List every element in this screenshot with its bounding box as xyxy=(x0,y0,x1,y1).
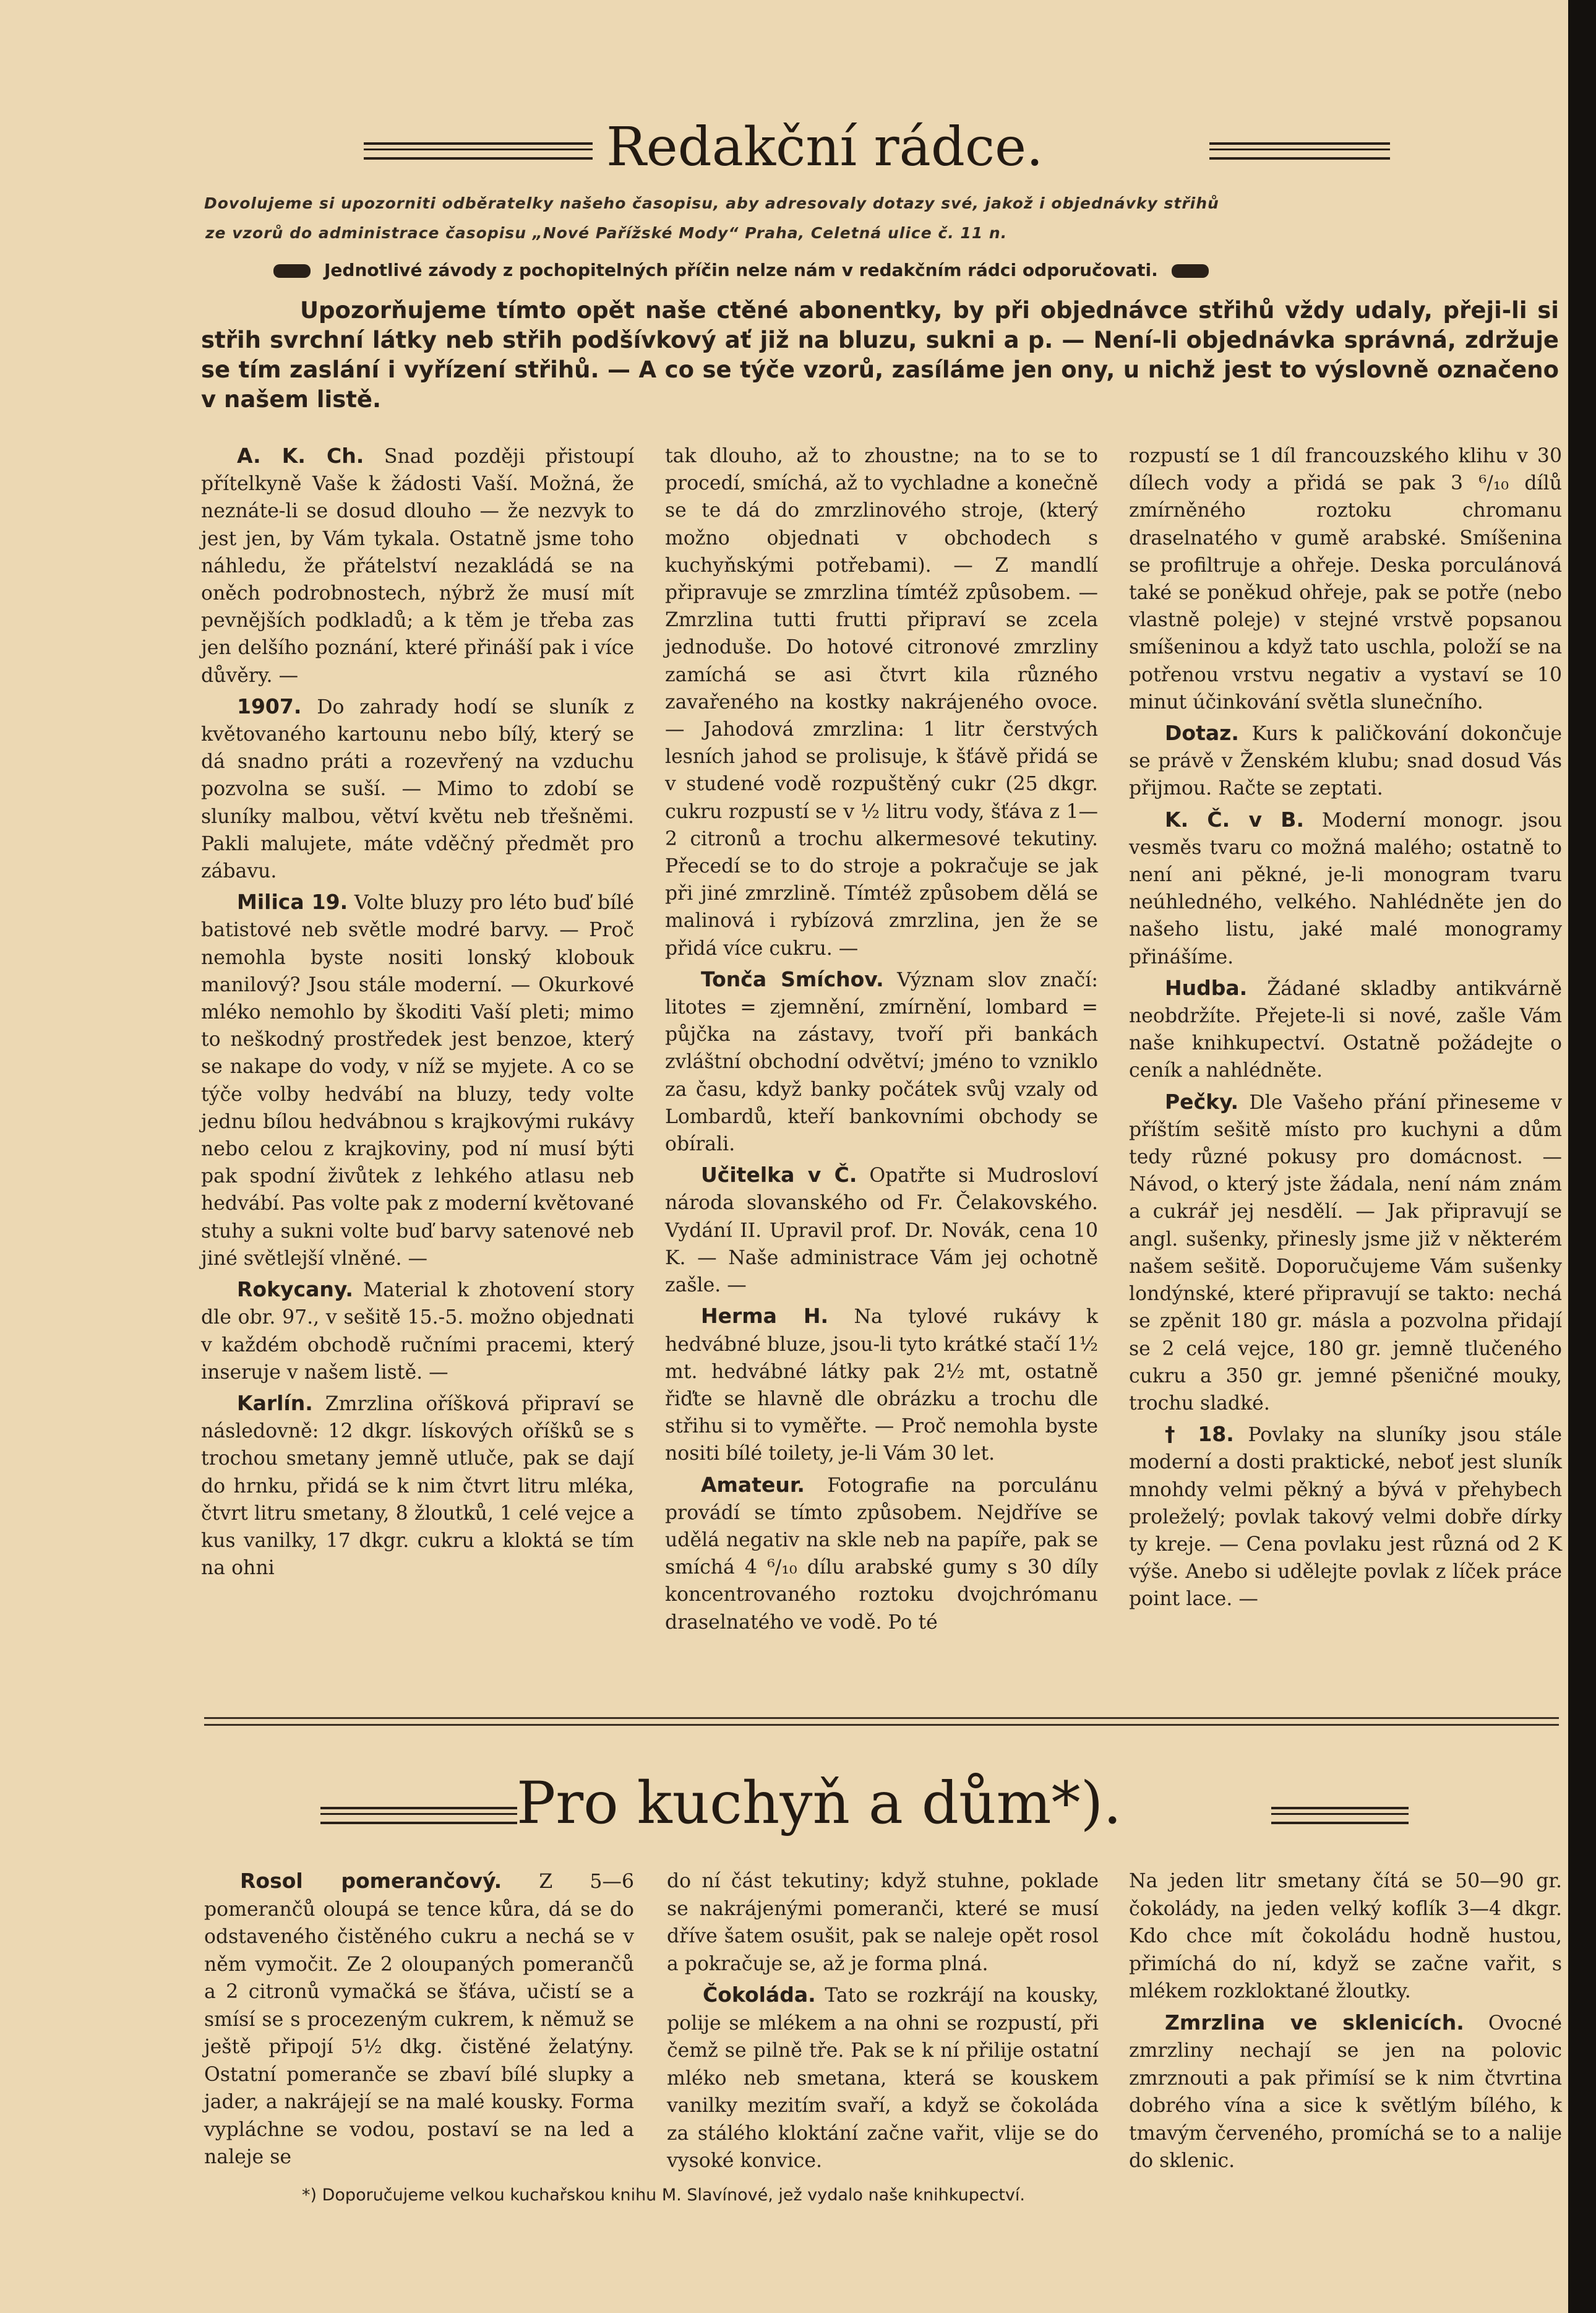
entry-text: Na jeden litr smetany čítá se 50—90 gr. čokolády, na jeden velký koflík 3—4 dkgr. Kdo chce mít čokoládu hodně hustou, přimíchá do ní, když se začne vařit, s mlékem rozkloktané žloutky. xyxy=(1129,1870,1562,2002)
entry-heading: Čokoláda. xyxy=(703,1983,816,2007)
entry-text: Opatřte si Mudrosloví národa slovanského od Fr. Čelakovského. Vydání II. Upravil prof. Dr. Novák, cena 10 K. — Naše administrace Vám jej ochotně zašle. — xyxy=(665,1165,1098,1297)
entry-paragraph xyxy=(201,442,634,689)
page-title: Redakční rádce. xyxy=(606,116,1044,178)
entry-text: do ní část tekutiny; když stuhne, poklade se nakrájenými pomeranči, které se musí dříve šatem osušit, pak se naleje opět rosol a pokračuje se, až je forma plná. xyxy=(667,1870,1099,1975)
entry-paragraph xyxy=(201,693,634,885)
entry-paragraph xyxy=(665,1471,1098,1636)
advice-column-3 xyxy=(1129,442,1562,1613)
entry-paragraph xyxy=(201,889,634,1272)
entry-heading: Amateur. xyxy=(701,1472,805,1497)
entry-text: Dle Vašeho přání přineseme v příštím sešitě místo pro kuchyni a dům tedy různé pokusy pro domácnost. — Návod, o který jste žádala, není nám znám a cukrář jej nesdělí. — Jak připravují se angl. sušenky, přinesly jsme již v některém našem sešitě. Doporučujeme Vám sušenky londýnské, které připravují se takto: nechá se zpěnit 180 gr. másla a pozvolna přidají se 2 celá vejce, 180 gr. jemně tlučeného cukru a 350 gr. jemné pšeničné mouky, trochu sladké. xyxy=(1129,1091,1562,1415)
entry-paragraph xyxy=(665,966,1098,1158)
entry-paragraph xyxy=(201,1390,634,1582)
entry-paragraph xyxy=(204,1867,634,2171)
individual-notice: Jednotlivé závody z pochopitelných příčin nelze nám v redakčním rádci odporučovati. xyxy=(260,260,1222,280)
entry-heading: Hudba. xyxy=(1165,975,1248,1000)
entry-text: Do zahrady hodí se sluník z květovaného kartounu nebo bílý, který se dá snadno práti a rozevřený na vzduchu pozvolna se suší. — Mimo to zdobí se sluníky malbou, větví květu neb třešněmi. Pakli malujete, máte vděčný předmět pro zábavu. xyxy=(201,696,634,883)
entry-heading: Učitelka v Č. xyxy=(701,1163,857,1187)
kitchen-column-1 xyxy=(204,1867,634,2171)
entry-text: Moderní monogr. jsou vesměs tvaru co možná malého; ostatně to není ani pěkné, je-li monogram tvaru neúhledného, velkého. Nahlédněte jen do našeho listu, jaké malé monogramy přinášíme. xyxy=(1129,809,1562,968)
entry-heading: Rosol pomerančový. xyxy=(240,1869,502,1893)
entry-heading: Tonča Smíchov. xyxy=(701,967,884,991)
entry-text: Z 5—6 pomerančů oloupá se tence kůra, dá se do odstaveného čistěného cukru a nechá se v něm vymočit. Ze 2 oloupaných pomerančů a 2 citronů vymačká se šťáva, učistí se a smísí se s procezeným cukrem, k němuž se ještě připojí 5½ dkg. čistěné želatýny. Ostatní pomeranče se zbaví bílé slupky a jader, a nakrájejí se na malé kousky. Forma vypláchne se vodou, postaví se na led a naleje se xyxy=(204,1871,634,2168)
entry-paragraph xyxy=(1129,806,1562,971)
entry-text: Na tylové rukávy k hedvábné bluze, jsou-li tyto krátké stačí 1½ mt. hedvábné látky pak 2½ mt, ostatně řiďte se hlavně dle obrázku a trochu dle střihu si to vyměřte. — Proč nemohla byste nositi bílé toilety, je-li Vám 30 let. xyxy=(665,1306,1098,1465)
entry-text: Povlaky na sluníky jsou stále moderní a dosti praktické, neboť jest sluník mnohdy velmi pěkný a bývá v přehybech proleželý; povlak takový velmi dobře dírky ty kreje. — Cena povlaku jest různá od 2 K výše. Anebo si udělejte povlak z líček práce point lace. — xyxy=(1129,1424,1562,1611)
entry-text: Tato se rozkrájí na kousky, polije se mlékem a na ohni se rozpustí, při čemž se pilně tře. Pak se k ní přilije ostatní mléko neb smetana, která se kouskem vanilky mezitím svaří, a když se čokoláda za stálého kloktání začne vařit, vlije se do vysoké konvice. xyxy=(667,1984,1099,2172)
entry-heading: Rokycany. xyxy=(237,1277,353,1302)
entry-paragraph xyxy=(665,1303,1098,1467)
entry-paragraph xyxy=(667,1981,1099,2175)
kitchen-title-rule-left xyxy=(320,1807,517,1824)
footnote: *) Doporučujeme velkou kuchařskou knihu M. Slavínové, jež vydalo naše knihkupectví. xyxy=(302,2186,1025,2205)
entry-heading: 1907. xyxy=(237,694,302,718)
entry-paragraph xyxy=(665,1161,1098,1299)
entry-heading: Dotaz. xyxy=(1165,721,1239,746)
entry-text: Žádané skladby antikvárně neobdržíte. Přejete-li si nové, zašle Vám naše knihkupectví. Ostatně požádejte o ceník a nahlédněte. xyxy=(1129,977,1562,1082)
advice-column-1 xyxy=(201,442,634,1582)
advice-column-2 xyxy=(665,442,1098,1636)
pointing-hand-icon xyxy=(273,264,311,278)
entry-heading: † 18. xyxy=(1165,1422,1234,1447)
entry-heading: A. K. Ch. xyxy=(237,444,364,468)
title-rule-left xyxy=(364,142,593,160)
entry-heading: Milica 19. xyxy=(237,890,348,915)
entry-heading: Zmrzlina ve sklenicích. xyxy=(1165,2010,1464,2035)
entry-heading: Herma H. xyxy=(701,1304,829,1329)
entry-text: Material k zhotovení story dle obr. 97., v sešitě 15.-5. možno objednati v každém obchodě ručními pracemi, který inseruje v našem listě. — xyxy=(201,1279,634,1384)
entry-text: Snad později přistoupí přítelkyně Vaše k žádosti Vaší. Možná, že neznáte-li se dosud dlouho — že nezvyk to jest jen, by Vám tykala. Ostatně jsme toho náhledu, že přátelství nezakládá se na oněch podrobnostech, nýbrž že musí mít pevnějších podkladů; a k těm je třeba zas jen delšího poznání, které přináší pak i více důvěry. — xyxy=(201,446,634,687)
entry-paragraph xyxy=(667,1867,1099,1978)
entry-paragraph xyxy=(1129,975,1562,1085)
kitchen-title-rule-right xyxy=(1271,1807,1409,1824)
entry-heading: Pečky. xyxy=(1165,1089,1239,1114)
entry-paragraph xyxy=(1129,1421,1562,1613)
subscriber-notice-line2: ze vzorů do administrace časopisu „Nové Pařížské Mody“ Praha, Celetná ulice č. 11 n. xyxy=(205,224,1008,242)
entry-text: Ovocné zmrzliny nechají se jen na polovic zmrznouti a pak přimísí se k nim čtvrtina dobrého vína a sice k světlým bílého, k tmavým červeného, promíchá se to a nalije do sklenic. xyxy=(1129,2012,1562,2172)
entry-paragraph xyxy=(1129,1867,1562,2005)
entry-heading: K. Č. v B. xyxy=(1165,807,1304,832)
entry-text: Volte bluzy pro léto buď bílé batistové neb světle modré barvy. — Proč nemohla byste nositi lonský klobouk manilový? Jsou stále moderní. — Okurkové mléko nemohlo by škoditi Vaší pleti; mimo to neškodný prostředek jest benzoe, který se nakape do vody, v níž se myjete. A co se týče volby hedvábí na bluzy, tedy volte jednu bílou hedvábnou s krajkovými rukávy nebo celou z krajkoviny, pod ní musí býti pak spodní živůtek z lehkého atlasu neb hedvábí. Pas volte pak z moderní květované stuhy a sukni volte buď barvy satenové neb jiné světlejší vlněné. — xyxy=(201,892,634,1270)
entry-paragraph xyxy=(1129,2009,1562,2175)
bold-notice: Upozorňujeme tímto opět naše ctěné abonentky, by při objednávce střihů vždy udaly, přeji-li si střih svrchní látky neb střih podšívkový ať již na bluzu, sukni a p. — Není-li objednávka správná, zdržuje se tím zaslání i vyřízení střihů. — A co se týče vzorů, zasíláme jen ony, u nichž jest to výslovně označeno v našem listě. xyxy=(201,297,1559,413)
entry-heading: Karlín. xyxy=(237,1390,313,1415)
entry-paragraph xyxy=(665,442,1098,962)
title-rule-right xyxy=(1209,142,1390,160)
entry-text: tak dlouho, až to zhoustne; na to se to procedí, smíchá, až to vychladne a konečně se te dá do zmrzlinového stroje, (který možno objednati v obchodech s kuchyňskými potřebami). — Z mandlí připravuje se zmrzlina tímtéž způsobem. — Zmrzlina tutti frutti připraví se zcela jednoduše. Do hotové citronové zmrzliny zamíchá se asi čtvrt kila různého zavařeného na kostky nakrájeného ovoce. — Jahodová zmrzlina: 1 litr čerstvých lesních jahod se prolisuje, k šťávě přidá se v studené vodě rozpuštěný cukr (25 dkgr. cukru rozpustí se v ½ litru vody, šťáva z 1—2 citronů a trochu alkermesové tekutiny. Přecedí se to do stroje a pokračuje se jak při jiné zmrzlině. Tímtéž způsobem dělá se malinová i rybízová zmrzlina, jen že se přidá více cukru. — xyxy=(665,445,1098,960)
subscriber-notice: Dovolujeme si upozorniti odběratelky našeho časopisu, aby adresovaly dotazy své, jakož i objednávky střihů xyxy=(204,194,1219,212)
section-divider xyxy=(204,1717,1559,1726)
entry-text: Význam slov značí: litotes = zjemnění, zmírnění, lombard = půjčka na zástavy, tvoří při bankách zvláštní obchodní odvětví; jméno to vzniklo za času, když banky počátek svůj vzaly od Lombardů, kteří bankovními obchody se obírali. xyxy=(665,968,1098,1156)
kitchen-column-3 xyxy=(1129,1867,1562,2175)
entry-paragraph xyxy=(1129,1088,1562,1417)
pointing-hand-icon xyxy=(1172,264,1209,278)
entry-paragraph xyxy=(1129,720,1562,803)
entry-text: Fotografie na porculánu provádí se tímto způsobem. Nejdříve se udělá negativ na skle neb na papíře, pak se smíchá 4 ⁶/₁₀ dílu arabské gumy s 30 díly koncentrovaného roztoku dvojchrómanu draselnatého ve vodě. Po té xyxy=(665,1474,1098,1634)
kitchen-title-footnote-mark: *). xyxy=(1051,1770,1122,1837)
entry-paragraph xyxy=(1129,442,1562,716)
entry-text: rozpustí se 1 díl francouzského klihu v 30 dílech vody a přidá se pak 3 ⁶/₁₀ dílů zmírněného roztoku chromanu draselnatého v gumě arabské. Smíšenina se profiltruje a ohřeje. Deska porculánová také se poněkud ohřeje, pak se potře (nebo vlastně poleje) v stejné vrstvě popsanou smíšeninou a když tato uschla, položí se na potřenou vrstvu negativ a vystaví se 10 minut účinkování světla slunečního. xyxy=(1129,445,1562,713)
kitchen-title: Pro kuchyň a dům*). xyxy=(517,1770,1122,1837)
kitchen-column-2 xyxy=(667,1867,1099,2175)
entry-paragraph xyxy=(201,1276,634,1386)
entry-text: Zmrzlina oříšková připraví se následovně: 12 dkgr. lískových oříšků se s trochou smetany jemně utluče, pak se dají do hrnku, přidá se k nim čtvrt litru mléka, čtvrt litru smetany, 8 žloutků, 1 celé vejce a kus vanilky, 17 dkgr. cukru a kloktá se tím na ohni xyxy=(201,1392,634,1580)
entry-text: Kurs k paličkování dokončuje se právě v Ženském klubu; snad dosud Vás přijmou. Račte se zeptati. xyxy=(1129,723,1562,800)
